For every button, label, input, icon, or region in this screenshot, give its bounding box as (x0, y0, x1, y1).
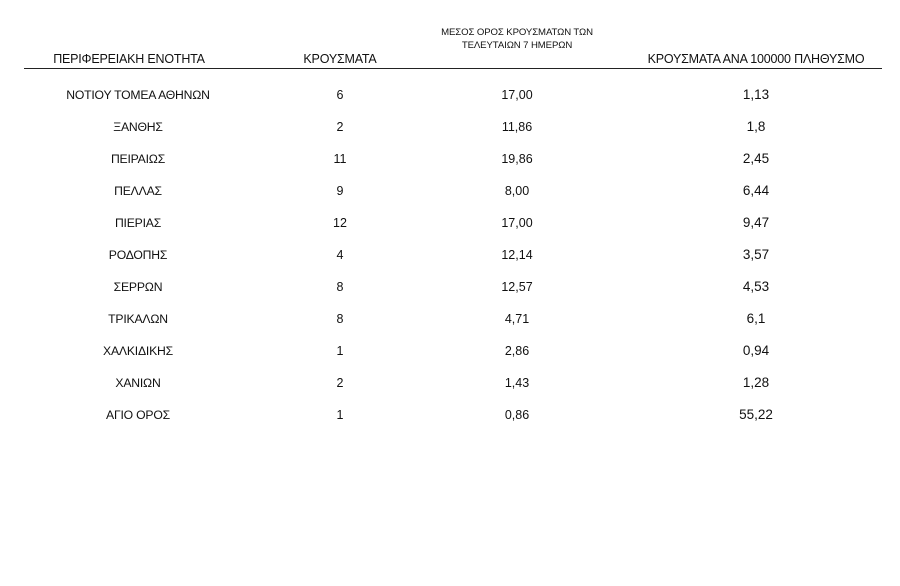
regional-unit-cell: ΡΟΔΟΠΗΣ (108, 248, 168, 262)
cases-cell: 2 (336, 376, 344, 390)
cases-cell: 2 (336, 120, 344, 134)
per-100000-cell: 1,8 (746, 119, 766, 134)
average-cell: 17,00 (501, 216, 533, 230)
cases-cell: 1 (336, 408, 344, 422)
cases-cell: 9 (336, 184, 344, 198)
regional-unit-cell: ΣΕΡΡΩΝ (113, 280, 163, 294)
table-row (0, 309, 900, 341)
table-row (0, 341, 900, 373)
average-cell: 17,00 (501, 88, 533, 102)
per-100000-cell: 4,53 (742, 279, 770, 294)
per-100000-cell: 2,45 (742, 151, 770, 166)
per-100000-cell: 0,94 (742, 343, 770, 358)
per-100000-cell: 3,57 (742, 247, 770, 262)
regional-unit-cell: ΞΑΝΘΗΣ (113, 120, 163, 134)
regional-unit-cell: ΤΡΙΚΑΛΩΝ (108, 312, 168, 326)
per-100000-cell: 1,13 (742, 87, 770, 102)
average-cell: 8,00 (504, 184, 530, 198)
cases-cell: 11 (333, 152, 347, 166)
cases-cell: 8 (336, 280, 344, 294)
regional-unit-cell: ΧΑΛΚΙΔΙΚΗΣ (103, 344, 173, 358)
table-row (0, 213, 900, 245)
header-cases-label: ΚΡΟΥΣΜΑΤΑ (303, 52, 377, 66)
table-body (0, 85, 900, 437)
table-row (0, 245, 900, 277)
cases-cell: 4 (336, 248, 344, 262)
header-7day-average-line1: ΜΕΣΟΣ ΟΡΟΣ ΚΡΟΥΣΜΑΤΩΝ ΤΩΝ (441, 27, 593, 38)
cases-cell: 1 (336, 344, 344, 358)
table-header (0, 0, 900, 72)
cases-cell: 12 (333, 216, 347, 230)
header-cases (290, 52, 390, 66)
table-row (0, 373, 900, 405)
table-row (0, 85, 900, 117)
regional-unit-cell: ΧΑΝΙΩΝ (115, 376, 161, 390)
header-7day-average-line2: ΤΕΛΕΥΤΑΙΩΝ 7 ΗΜΕΡΩΝ (461, 40, 573, 51)
regional-unit-cell: ΠΕΛΛΑΣ (114, 184, 162, 198)
per-100000-cell: 1,28 (742, 375, 770, 390)
cases-cell: 6 (336, 88, 344, 102)
regional-unit-cell: ΠΙΕΡΙΑΣ (114, 216, 162, 230)
per-100000-cell: 9,47 (742, 215, 770, 230)
header-regional-unit-label: ΠΕΡΙΦΕΡΕΙΑΚΗ ΕΝΟΤΗΤΑ (53, 52, 205, 66)
average-cell: 1,43 (504, 376, 530, 390)
header-divider (24, 68, 882, 69)
per-100000-cell: 6,1 (746, 311, 766, 326)
per-100000-cell: 55,22 (739, 407, 773, 422)
header-cases-per-100000-label: ΚΡΟΥΣΜΑΤΑ ΑΝΑ 100000 ΠΛΗΘΥΣΜΟ (647, 52, 865, 66)
average-cell: 0,86 (504, 408, 530, 422)
average-cell: 12,57 (501, 280, 533, 294)
table-row (0, 149, 900, 181)
header-regional-unit (18, 52, 240, 66)
table-row (0, 405, 900, 437)
average-cell: 12,14 (501, 248, 533, 262)
table-row (0, 117, 900, 149)
header-cases-per-100000 (625, 52, 887, 66)
table-row (0, 181, 900, 213)
average-cell: 19,86 (501, 152, 533, 166)
cases-cell: 8 (336, 312, 344, 326)
average-cell: 11,86 (501, 120, 533, 134)
regional-unit-cell: ΝΟΤΙΟΥ ΤΟΜΕΑ ΑΘΗΝΩΝ (66, 88, 210, 102)
header-7day-average (412, 26, 622, 52)
regional-unit-cell: ΠΕΙΡΑΙΩΣ (110, 152, 166, 166)
regional-unit-cell: ΑΓΙΟ ΟΡΟΣ (106, 408, 170, 422)
average-cell: 4,71 (504, 312, 530, 326)
table-row (0, 277, 900, 309)
per-100000-cell: 6,44 (742, 183, 770, 198)
average-cell: 2,86 (504, 344, 530, 358)
